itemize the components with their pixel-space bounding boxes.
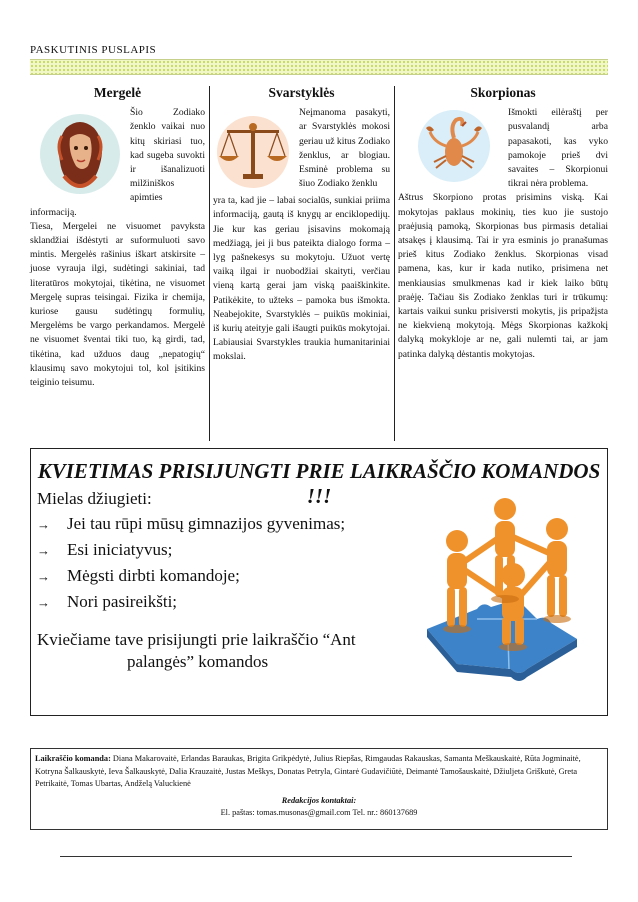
- column-body-text: Tiesa, Mergelei ne visuomet pavyksta sklandžiai išdėstyti ar suformuluoti savo mintis. Mergelės rašinius iškart atskirsite – juose vyrauja ilgi, sudėtingi sakiniai, tad literatūros mokytojai, tikėtina, ne visuomet Mergelę supras teisingai. Fizika ir chemija, kuriose gausu sudėtingų formulių, Mergelėms be vargo perkandamos. Mergelė ne visuomet šventai tiki tuo, ką girdi, tad, tikėtina, kad užduos daug „nepatogių“ klausimų savo mokytojui tol, kol įsitikins teiginio teisumu.: [30, 220, 205, 389]
- virgo-zodiac-icon: [36, 106, 124, 202]
- column-body-text: yra ta, kad jie – labai socialūs, sunkiai priima informaciją, gautą iš knygų ar enciklopedijų. Jie kur kas geriau įsisavins mokomają medžiagą, jei ji bus pateikta dialogo forma – lyg pašnekesys su mokytoju. Užuot vertę vaiką ilgai ir nuobodžiai skaityti, verčiau vieną kartą gerai jam viską paaiškinkite. Patikėkite, to užteks – pamoka bus išmokta. Neabejokite, Svarstyklės – puikūs mokiniai, iš kurių ateityje gali išaugti puikūs mokytojai. Labiausiai Svarstykles traukia humanitariniai mokslai.: [213, 195, 390, 363]
- zodiac-column-virgo: [30, 86, 205, 441]
- teamwork-puzzle-illustration: [417, 489, 597, 684]
- zodiac-column-libra: [213, 86, 390, 441]
- arrow-right-icon: →: [37, 517, 50, 532]
- column-heading: Skorpionas: [470, 85, 536, 100]
- column-divider: [394, 86, 395, 441]
- list-item: → Nori pasireikšti;: [37, 589, 345, 615]
- arrow-right-icon: →: [37, 595, 50, 610]
- invitation-title: KVIETIMAS PRISIJUNGTI PRIE LAIKRAŠČIO KOMANDOS !!!: [37, 459, 601, 508]
- column-intro-text: Išmokti eilėraštį per pusvalandį arba papasakoti, kas vyko pamokoje prieš dvi savaites – Skorpionui tikrai nėra problema.: [508, 107, 608, 190]
- invitation-closing: Kviečiame tave prisijungti prie laikraščio “Ant palangės” komandos: [37, 630, 356, 671]
- list-item: → Mėgsti dirbti komandoje;: [37, 563, 345, 589]
- contacts-line: El. paštas: tomas.musonas@gmail.com Tel. nr.: 860137689: [220, 808, 418, 817]
- column-divider: [209, 86, 210, 441]
- arrow-right-icon: →: [37, 569, 50, 584]
- column-body-text: Aštrus Skorpiono protas prisimins viską. Kai mokytojas paklaus mokinių, ties kuo jie sustojo praėjusią pamoką, Skorpionas bus pirmasis detaliai atsakęs į klausimą. Tai ir yra esminis jo pranašumas prieš kitus Zodiako ženklus. Skorpionas visad pamena, kas, kur ir kada nutiko, prisimena net menkiausias smulkmenas kad ir kiek laiko būtų praėję. Tačiau šis Zodiako ženklas turi ir trūkumų: kartais vaikui sunku prisiversti mokytis, jis pripažįsta ne kiekvieną mokytoją. Mėgs Skorpionas kažkokį dalyką mokykloje ar ne, gali nulemti tai, ar jam patinka dalyką dėstantis mokytojas.: [398, 192, 608, 360]
- invitation-list: [37, 511, 345, 615]
- bottom-rule: [60, 856, 572, 857]
- newspaper-footer: [30, 748, 608, 830]
- arrow-right-icon: →: [37, 543, 50, 558]
- column-heading: Svarstyklės: [268, 85, 335, 100]
- zodiac-columns: [30, 86, 608, 441]
- column-intro-text: Šio Zodiako ženklo vaikai nuo kitų skiriasi tuo, kad sugeba suvokti ir išanalizuoti milžiniškos apimties informaciją.: [30, 107, 205, 218]
- list-item: → Jei tau rūpi mūsų gimnazijos gyvenimas;: [37, 511, 345, 537]
- column-intro-text: Neįmanoma pasakyti, ar Svarstyklės mokosi geriau už kitus Zodiako ženklus, ar blogiau. Esminė problema su šiuo Zodiako ženklu: [299, 107, 390, 190]
- list-item: → Esi iniciatyvus;: [37, 537, 345, 563]
- column-heading: Mergelė: [93, 85, 142, 100]
- header-decorative-band: [30, 59, 608, 75]
- libra-scales-icon: [213, 112, 293, 192]
- team-credits: [35, 753, 603, 791]
- section-title: PASKUTINIS PUSLAPIS: [30, 44, 157, 56]
- invitation-greeting: Mielas džiugieti:: [37, 489, 152, 508]
- page-header: [30, 44, 608, 75]
- scorpion-icon: [406, 106, 502, 186]
- contacts-title: Redakcijos kontaktai:: [281, 795, 357, 805]
- team-members: Diana Makarovaitė, Erlandas Baraukas, Brigita Grikpėdytė, Julius Riepšas, Rimgaudas Rakauskas, Samanta Meškauskaitė, Rūta Jogminaitė, Kotryna Šalkauskytė, Ieva Šalkauskytė, Dalia Krauzaitė, Justas Meškys, Donatas Petryla, Gintarė Gudavičiūtė, Deimantė Tamošauskaitė, Džiuljeta Griškutė, Greta Petrikaitė, Tomas Ubartas, Andželą Valuckienė: [35, 754, 581, 788]
- invitation-box: [30, 448, 608, 716]
- team-label: Laikraščio komanda:: [35, 754, 111, 763]
- zodiac-column-scorpio: [398, 86, 608, 441]
